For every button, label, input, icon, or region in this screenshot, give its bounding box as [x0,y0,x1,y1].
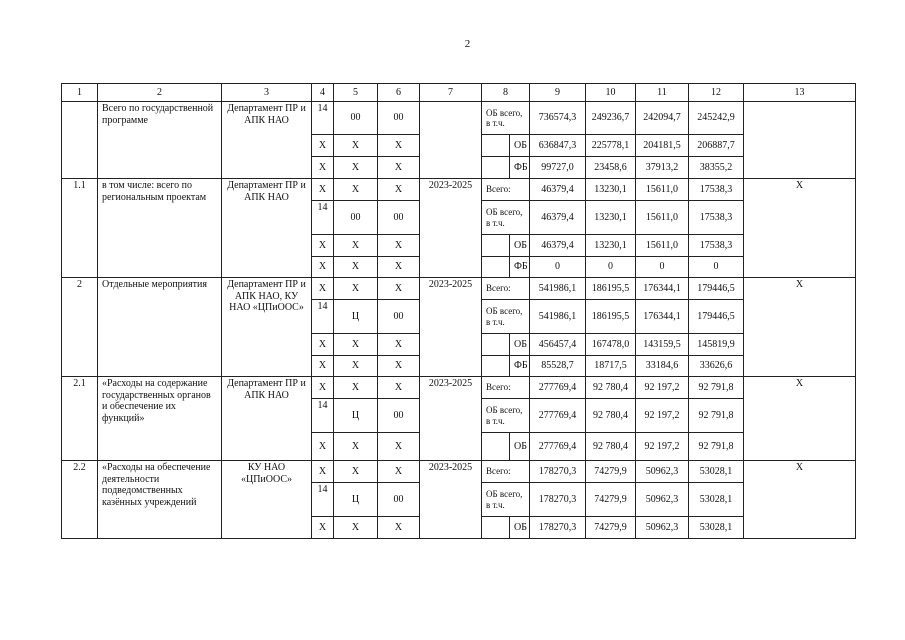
value-cell: 92 197,2 [636,377,689,399]
value-cell: 17538,3 [689,179,744,201]
row-name: «Расходы на обеспечение деятельности подведомственных казённых учреждений [98,461,222,539]
code-cell: Х [378,235,420,257]
value-cell: 176344,1 [636,278,689,300]
row-col13: Х [744,377,856,461]
value-cell: 99727,0 [530,157,586,179]
row-name: «Расходы на содержание государственных органов и обеспечение их функций» [98,377,222,461]
row-number: 2.2 [62,461,98,539]
code-cell: 00 [378,102,420,135]
value-cell: 92 791,8 [689,433,744,461]
table-row [62,102,856,135]
row-number: 1.1 [62,179,98,278]
code-cell: 00 [334,201,378,235]
value-cell: 145819,9 [689,334,744,356]
source-cell: ОБ всего, в т.ч. [482,483,530,517]
value-cell: 277769,4 [530,433,586,461]
code-cell: 00 [334,102,378,135]
row-col13: Х [744,179,856,278]
value-cell: 13230,1 [586,179,636,201]
code-cell: Х [334,461,378,483]
source-type: ФБ [510,356,530,377]
value-cell: 50962,3 [636,461,689,483]
code-cell: Х [334,257,378,278]
code-cell: Х [378,433,420,461]
row-col13 [744,102,856,179]
value-cell: 50962,3 [636,517,689,539]
source-cell: ОБ всего, в т.ч. [482,201,530,235]
header-cell: 12 [689,84,744,102]
code-cell: Х [312,135,334,157]
value-cell: 46379,4 [530,235,586,257]
row-executor: Департамент ПР и АПК НАО, КУ НАО «ЦПиООС» [222,278,312,377]
code-cell: Х [312,157,334,179]
code-cell: Х [334,278,378,300]
value-cell: 249236,7 [586,102,636,135]
row-period: 2023-2025 [420,377,482,461]
value-cell: 541986,1 [530,278,586,300]
value-cell: 0 [530,257,586,278]
table-body [62,84,856,539]
code-cell: Х [378,278,420,300]
source-cell: Всего: [482,278,530,300]
value-cell: 167478,0 [586,334,636,356]
source-type: ФБ [510,157,530,179]
value-cell: 53028,1 [689,461,744,483]
table-row [62,461,856,483]
code-cell: Х [312,433,334,461]
header-cell: 2 [98,84,222,102]
row-name: Всего по государственной программе [98,102,222,179]
value-cell: 37913,2 [636,157,689,179]
code-cell: Х [334,179,378,201]
code-cell: Х [378,517,420,539]
code-cell: Ц [334,399,378,433]
row-period: 2023-2025 [420,278,482,377]
code-cell: Х [378,135,420,157]
value-cell: 15611,0 [636,201,689,235]
code-cell: 14 [312,483,334,517]
row-name: в том числе: всего по региональным проектам [98,179,222,278]
header-cell: 10 [586,84,636,102]
source-type: ФБ [510,257,530,278]
value-cell: 0 [586,257,636,278]
source-cell: ОБ всего, в т.ч. [482,399,530,433]
value-cell: 636847,3 [530,135,586,157]
source-type: ОБ [510,517,530,539]
value-cell: 176344,1 [636,300,689,334]
value-cell: 15611,0 [636,235,689,257]
header-cell: 7 [420,84,482,102]
source-blank [482,517,510,539]
header-cell: 3 [222,84,312,102]
row-executor: Департамент ПР и АПК НАО [222,377,312,461]
value-cell: 92 791,8 [689,377,744,399]
value-cell: 17538,3 [689,235,744,257]
value-cell: 179446,5 [689,300,744,334]
value-cell: 74279,9 [586,483,636,517]
source-blank [482,356,510,377]
header-cell: 6 [378,84,420,102]
row-executor: Департамент ПР и АПК НАО [222,179,312,278]
value-cell: 143159,5 [636,334,689,356]
value-cell: 50962,3 [636,483,689,517]
program-budget-table [61,83,856,539]
table-row [62,377,856,399]
source-type: ОБ [510,433,530,461]
table-row [62,179,856,201]
value-cell: 245242,9 [689,102,744,135]
value-cell: 206887,7 [689,135,744,157]
value-cell: 242094,7 [636,102,689,135]
code-cell: Х [378,179,420,201]
row-number [62,102,98,179]
header-cell: 5 [334,84,378,102]
value-cell: 33626,6 [689,356,744,377]
value-cell: 541986,1 [530,300,586,334]
code-cell: 14 [312,300,334,334]
value-cell: 92 780,4 [586,399,636,433]
table-row [62,278,856,300]
value-cell: 74279,9 [586,461,636,483]
source-blank [482,334,510,356]
value-cell: 53028,1 [689,517,744,539]
code-cell: Х [334,433,378,461]
value-cell: 277769,4 [530,377,586,399]
source-cell: Всего: [482,461,530,483]
code-cell: Х [312,377,334,399]
code-cell: Х [312,461,334,483]
page-number: 2 [464,38,471,50]
value-cell: 23458,6 [586,157,636,179]
value-cell: 74279,9 [586,517,636,539]
code-cell: Х [312,356,334,377]
header-cell: 11 [636,84,689,102]
value-cell: 0 [636,257,689,278]
row-period: 2023-2025 [420,179,482,278]
code-cell: 14 [312,201,334,235]
code-cell: Х [378,377,420,399]
value-cell: 17538,3 [689,201,744,235]
header-cell: 9 [530,84,586,102]
source-cell: ОБ всего, в т.ч. [482,300,530,334]
code-cell: Х [312,517,334,539]
code-cell: Х [378,356,420,377]
value-cell: 92 780,4 [586,377,636,399]
row-col13: Х [744,461,856,539]
value-cell: 92 197,2 [636,433,689,461]
source-blank [482,433,510,461]
code-cell: Х [334,157,378,179]
value-cell: 46379,4 [530,179,586,201]
value-cell: 736574,3 [530,102,586,135]
code-cell: 00 [378,483,420,517]
code-cell: Х [312,278,334,300]
source-cell: Всего: [482,179,530,201]
code-cell: Х [334,334,378,356]
source-cell: Всего: [482,377,530,399]
row-executor: КУ НАО «ЦПиООС» [222,461,312,539]
code-cell: 00 [378,399,420,433]
value-cell: 225778,1 [586,135,636,157]
row-period: 2023-2025 [420,461,482,539]
value-cell: 0 [689,257,744,278]
row-period [420,102,482,179]
value-cell: 277769,4 [530,399,586,433]
value-cell: 178270,3 [530,517,586,539]
value-cell: 186195,5 [586,300,636,334]
code-cell: 00 [378,300,420,334]
row-number: 2.1 [62,377,98,461]
value-cell: 85528,7 [530,356,586,377]
code-cell: Х [334,135,378,157]
code-cell: Х [378,461,420,483]
code-cell: Х [312,334,334,356]
value-cell: 33184,6 [636,356,689,377]
value-cell: 13230,1 [586,235,636,257]
code-cell: Х [334,235,378,257]
row-name: Отдельные мероприятия [98,278,222,377]
value-cell: 204181,5 [636,135,689,157]
code-cell: 14 [312,102,334,135]
header-cell: 4 [312,84,334,102]
code-cell: Х [312,179,334,201]
source-blank [482,157,510,179]
value-cell: 53028,1 [689,483,744,517]
value-cell: 178270,3 [530,461,586,483]
row-number: 2 [62,278,98,377]
value-cell: 38355,2 [689,157,744,179]
source-type: ОБ [510,135,530,157]
header-row [62,84,856,102]
value-cell: 18717,5 [586,356,636,377]
code-cell: Х [312,257,334,278]
code-cell: Х [378,257,420,278]
code-cell: 14 [312,399,334,433]
value-cell: 13230,1 [586,201,636,235]
source-blank [482,235,510,257]
source-type: ОБ [510,235,530,257]
value-cell: 92 780,4 [586,433,636,461]
value-cell: 92 791,8 [689,399,744,433]
code-cell: 00 [378,201,420,235]
code-cell: Х [334,356,378,377]
value-cell: 186195,5 [586,278,636,300]
code-cell: Ц [334,483,378,517]
header-cell: 1 [62,84,98,102]
code-cell: Х [334,517,378,539]
source-type: ОБ [510,334,530,356]
row-executor: Департамент ПР и АПК НАО [222,102,312,179]
code-cell: Х [378,334,420,356]
value-cell: 15611,0 [636,179,689,201]
value-cell: 456457,4 [530,334,586,356]
code-cell: Ц [334,300,378,334]
code-cell: Х [334,377,378,399]
source-cell: ОБ всего, в т.ч. [482,102,530,135]
value-cell: 92 197,2 [636,399,689,433]
value-cell: 179446,5 [689,278,744,300]
value-cell: 178270,3 [530,483,586,517]
source-blank [482,135,510,157]
source-blank [482,257,510,278]
header-cell: 8 [482,84,530,102]
value-cell: 46379,4 [530,201,586,235]
code-cell: Х [312,235,334,257]
row-col13: Х [744,278,856,377]
code-cell: Х [378,157,420,179]
header-cell: 13 [744,84,856,102]
